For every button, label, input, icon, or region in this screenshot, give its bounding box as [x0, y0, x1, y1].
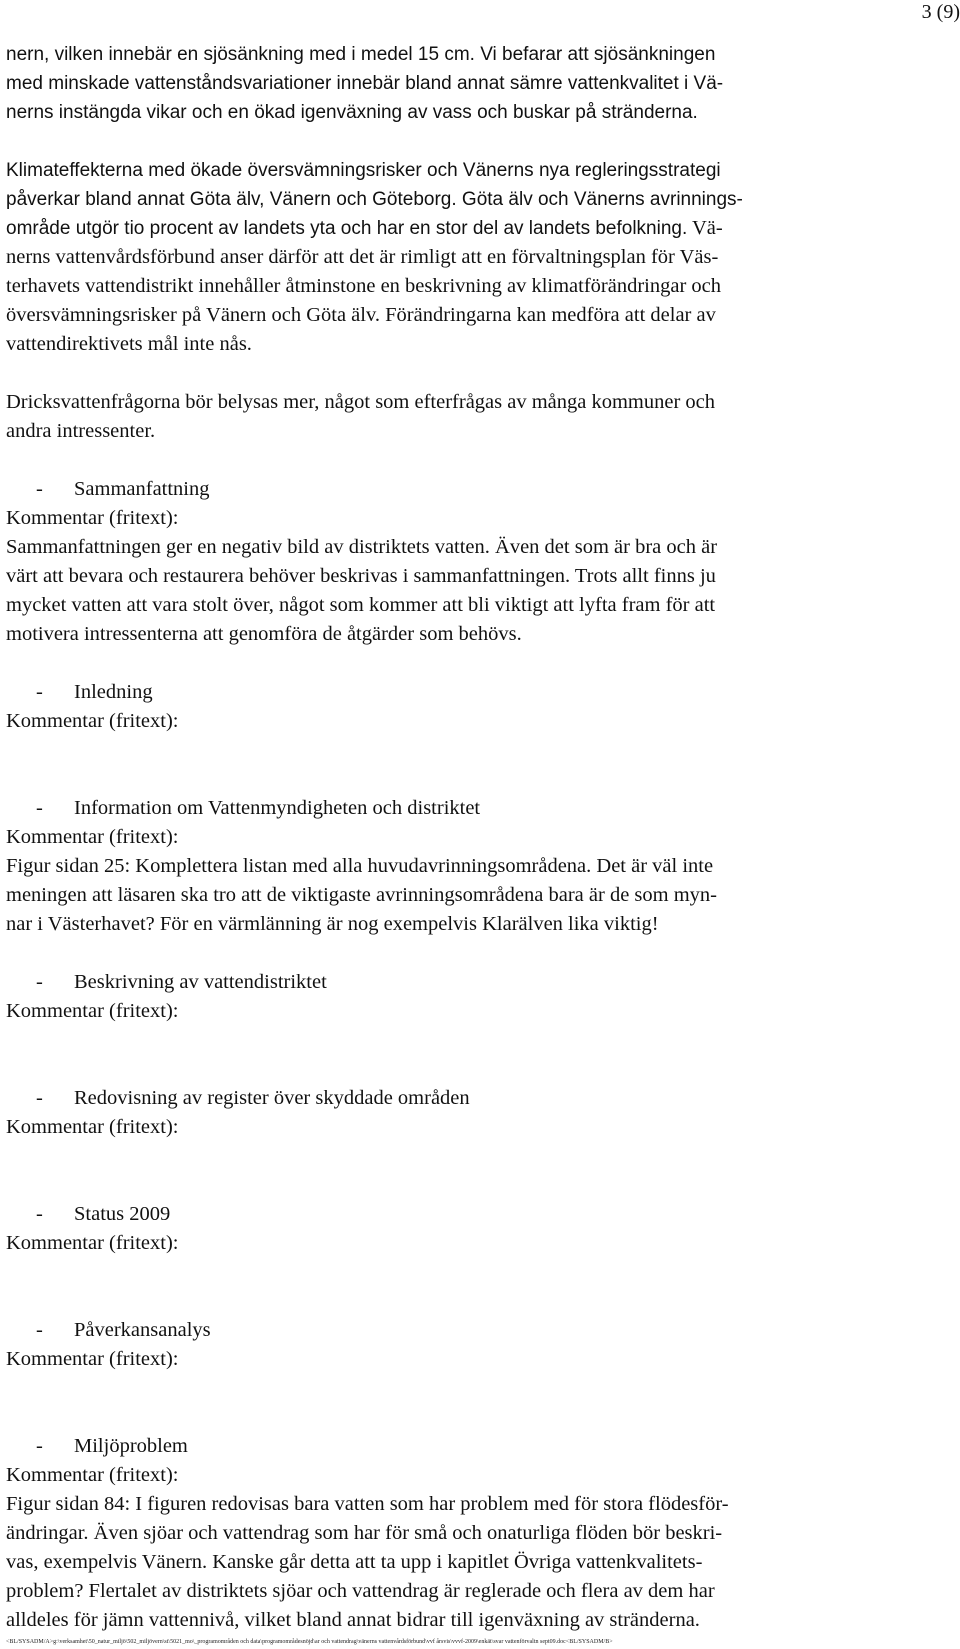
section-heading [6, 1200, 896, 1229]
section-title: Miljöproblem [74, 1435, 188, 1457]
comment-label: Kommentar (fritext): [6, 1000, 179, 1022]
section-title: Påverkansanalys [74, 1319, 211, 1341]
section-environmental-problems [6, 1432, 896, 1635]
intro-paragraph [6, 40, 896, 127]
text-line: med minskade vattenståndsvariationer innebär bland annat sämre vattenkvalitet i Vä- [6, 73, 724, 94]
list-dash: - [36, 1435, 43, 1457]
text-line: vattendirektivets mål inte nås. [6, 333, 252, 355]
text-line: översvämningsrisker på Vänern och Göta älv. Förändringarna kan medföra att delar av [6, 304, 716, 326]
list-dash: - [36, 971, 43, 993]
text-line: Figur sidan 84: I figuren redovisas bara vatten som har problem med för stora flödesför- [6, 1493, 729, 1515]
section-title: Inledning [74, 681, 153, 703]
page-number: 3 (9) [921, 1, 960, 23]
section-title: Beskrivning av vattendistriktet [74, 971, 327, 993]
section-heading [6, 1316, 896, 1345]
comment-label: Kommentar (fritext): [6, 710, 179, 732]
section-register [6, 1084, 896, 1142]
text-line: terhavets vattendistrikt innehåller åtminstone en beskrivning av klimatförändringar och [6, 275, 722, 297]
section-heading [6, 968, 896, 997]
text-line: problem? Flertalet av distriktets sjöar och vattendrag är reglerade och flera av dem har [6, 1580, 715, 1602]
drinking-water-paragraph [6, 388, 896, 446]
comment-label: Kommentar (fritext): [6, 1232, 179, 1254]
text-line: meningen att läsaren ska tro att de viktigaste avrinningsområdena bara är de som myn- [6, 884, 718, 906]
list-dash: - [36, 478, 43, 500]
section-title: Redovisning av register över skyddade områden [74, 1087, 470, 1109]
section-title: Status 2009 [74, 1203, 171, 1225]
text-line: motivera intressenterna att genomföra de åtgärder som behövs. [6, 623, 522, 645]
section-information [6, 794, 896, 939]
text-line: alldeles för jämn vattennivå, vilket bland annat bidrar till igenväxning av stränderna. [6, 1609, 700, 1631]
text-line: nerns instängda vikar och en ökad igenväxning av vass och buskar på stränderna. [6, 102, 698, 123]
comment-label: Kommentar (fritext): [6, 1464, 179, 1486]
text-line: Dricksvattenfrågorna bör belysas mer, något som efterfrågas av många kommuner och [6, 391, 716, 413]
comment-label: Kommentar (fritext): [6, 826, 179, 848]
section-title: Information om Vattenmyndigheten och distriktet [74, 797, 481, 819]
text-line: Figur sidan 25: Komplettera listan med alla huvudavrinningsområdena. Det är väl inte [6, 855, 714, 877]
text-line: andra intressenter. [6, 420, 156, 442]
comment-text [6, 1490, 896, 1635]
section-impact-analysis [6, 1316, 896, 1374]
section-title: Sammanfattning [74, 478, 210, 500]
text-line: ändringar. Även sjöar och vattendrag som har för små och onaturliga flöden bör beskri- [6, 1522, 723, 1544]
text-fragment: Göta älv och Vänerns avrinnings- [456, 189, 743, 210]
text-line: mycket vatten att vara stolt över, något som kommer att bli viktigt att lyfta fram för att [6, 594, 716, 616]
text-line [6, 214, 896, 243]
text-line: nar i Västerhavet? För en värmlänning är nog exempelvis Klarälven lika viktig! [6, 913, 659, 935]
section-summary [6, 475, 896, 649]
text-line: nern, vilken innebär en sjösänkning med i medel 15 cm. Vi befarar att sjösänkningen [6, 44, 716, 65]
section-heading [6, 1432, 896, 1461]
document-body [6, 40, 896, 1635]
section-heading [6, 475, 896, 504]
text-line: Sammanfattningen ger en negativ bild av distriktets vatten. Även det som är bra och är [6, 536, 718, 558]
section-description [6, 968, 896, 1026]
comment-text [6, 852, 896, 939]
list-dash: - [36, 681, 43, 703]
section-heading [6, 1084, 896, 1113]
comment-label: Kommentar (fritext): [6, 507, 179, 529]
text-fragment: Vä- [687, 217, 723, 239]
section-status [6, 1200, 896, 1258]
climate-paragraph [6, 156, 896, 359]
section-introduction [6, 678, 896, 736]
list-dash: - [36, 797, 43, 819]
document-footer-path: <BL/SYSADM/A>g:\verksamhet\50_natur_miljö\502_miljövern\st\5021_mo\_programområden och data\programområdesnöjd\ar och vattendrag\vänerns vattenvårdsförbund\vvf årsvis\vvvf-2009\enkät\svar vattenförvaltn sept09.doc<BL/SYSADM/B> [6, 1639, 613, 1645]
text-line: vas, exempelvis Vänern. Kanske går detta att ta upp i kapitlet Övriga vattenkvalitets- [6, 1551, 703, 1573]
text-line: nerns vattenvårdsförbund anser därför att det är rimligt att en förvaltningsplan för Väs- [6, 246, 719, 268]
section-heading [6, 794, 896, 823]
text-line: Klimateffekterna med ökade översvämningsrisker och Vänerns nya regleringsstrategi [6, 160, 721, 181]
text-fragment: påverkar bland annat Göta älv, Vänern och Göteborg. [6, 189, 457, 210]
list-dash: - [36, 1203, 43, 1225]
text-line: värt att bevara och restaurera behöver beskrivas i sammanfattningen. Trots allt finns ju [6, 565, 716, 587]
comment-label: Kommentar (fritext): [6, 1116, 179, 1138]
section-heading [6, 678, 896, 707]
comment-text [6, 533, 896, 649]
text-fragment: område utgör tio procent av landets yta och har en stor del av landets befolkning. [6, 218, 688, 239]
list-dash: - [36, 1087, 43, 1109]
text-line [6, 185, 896, 214]
comment-label: Kommentar (fritext): [6, 1348, 179, 1370]
list-dash: - [36, 1319, 43, 1341]
